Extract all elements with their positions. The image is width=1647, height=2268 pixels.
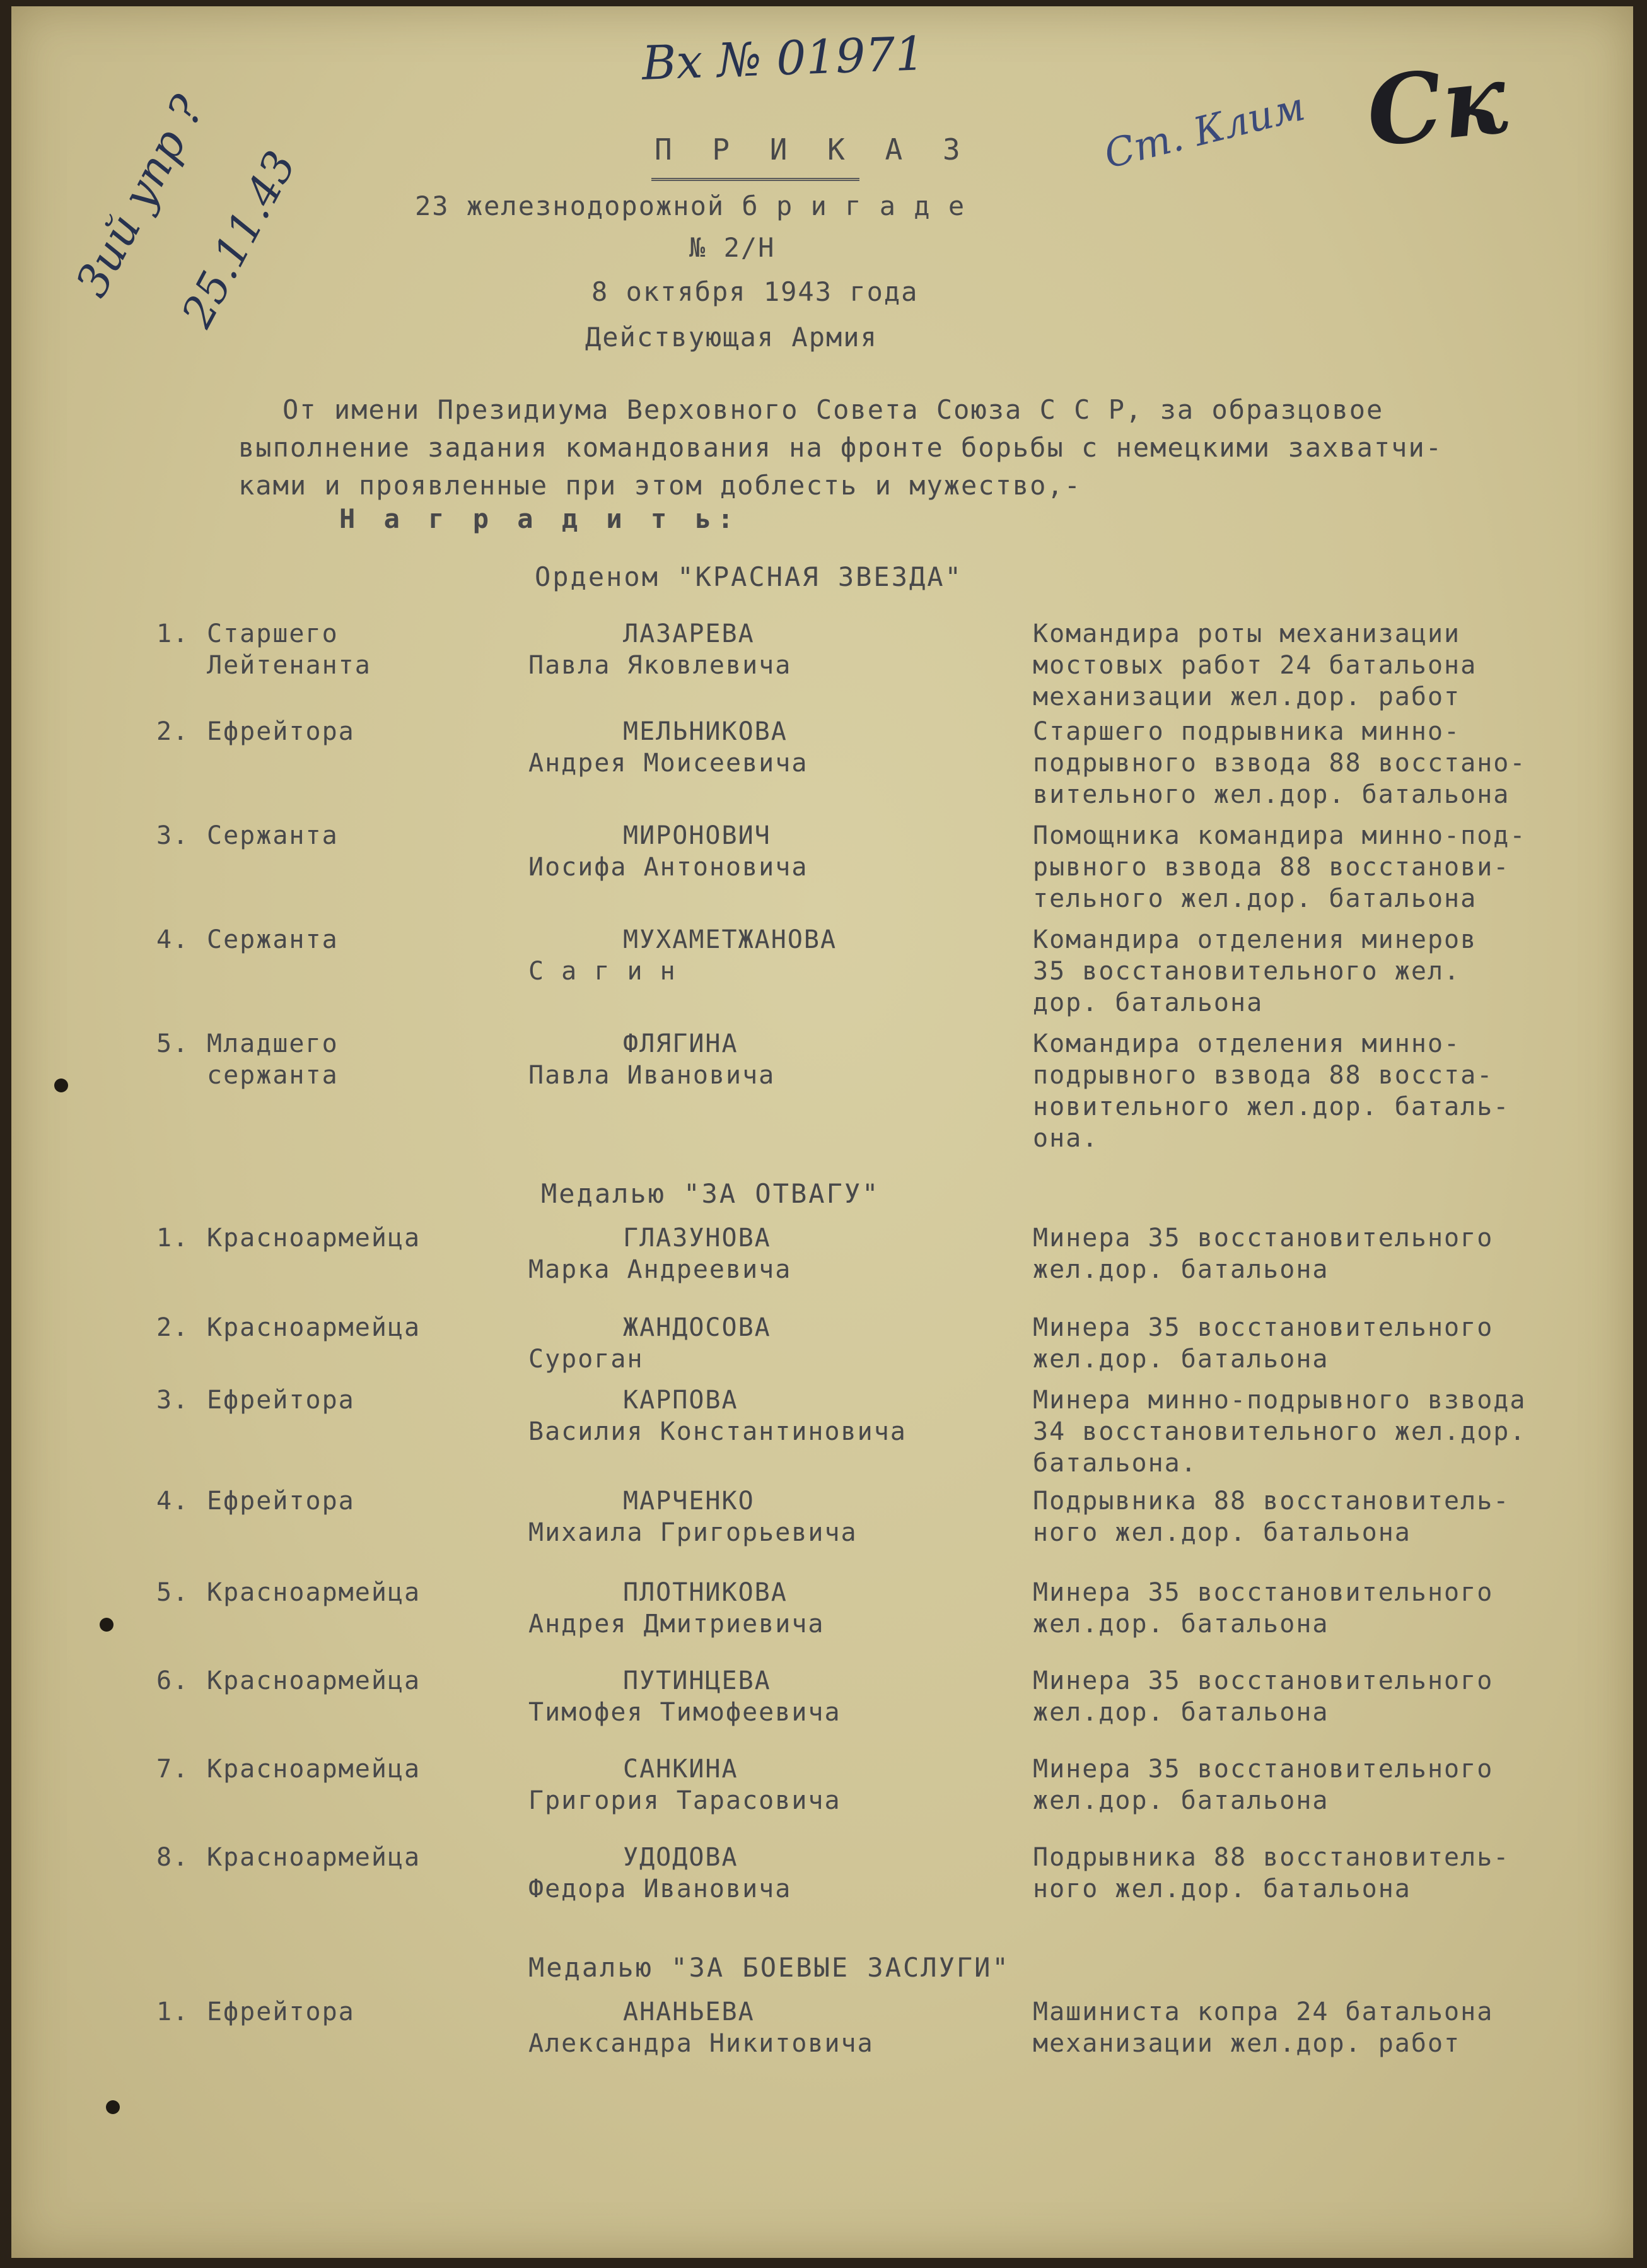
entry-given-name: Тимофея Тимофеевича <box>528 1698 841 1727</box>
entry-position: Старшего подрывника минно- подрывного взвода 88 восстано- вительного жел.дор. батальона <box>1033 717 1527 809</box>
order-date: 8 октября 1943 года <box>591 276 919 307</box>
entry-given-name: Суроган <box>528 1345 644 1374</box>
entry-surname: МУХАМЕТЖАНОВА <box>623 925 837 954</box>
entry-rank: Красноармейца <box>207 1313 421 1342</box>
entry-position: Командира отделения минно- подрывного взвода 88 восста- новительного жел.дор. баталь- она. <box>1033 1029 1510 1153</box>
entry-surname: МАРЧЕНКО <box>623 1487 755 1516</box>
order-number: № 2/Н <box>689 232 776 263</box>
entry-position: Помощника командира минно-под- рывного взвода 88 восстанови- тельного жел.дор. батальона <box>1033 821 1527 913</box>
entry-rank: Старшего Лейтенанта <box>207 619 371 680</box>
entry-surname: ЛАЗАРЕВА <box>623 619 755 648</box>
section-title: Медалью "ЗА ОТВАГУ" <box>541 1178 880 1209</box>
entry-given-name: Андрея Дмитриевича <box>528 1610 825 1639</box>
handwritten-note: Ст. Клим <box>1099 83 1310 178</box>
entry-number: 7. <box>156 1755 190 1784</box>
entry-surname: МЕЛЬНИКОВА <box>623 717 788 746</box>
entry-position: Минера 35 восстановительного жел.дор. батальона <box>1033 1313 1494 1374</box>
entry-given-name: Павла Яковлевича <box>528 651 792 680</box>
preamble-line: От имени Президиума Верховного Совета Союза С С Р, за образцовое <box>282 394 1384 425</box>
binder-hole <box>106 2100 120 2114</box>
section-title: Медалью "ЗА БОЕВЫЕ ЗАСЛУГИ" <box>528 1952 1010 1983</box>
entry-number: 1. <box>156 1224 190 1253</box>
entry-position: Минера 35 восстановительного жел.дор. батальона <box>1033 1755 1494 1815</box>
entry-given-name: Федора Ивановича <box>528 1874 792 1903</box>
entry-number: 1. <box>156 619 190 648</box>
entry-surname: УДОДОВА <box>623 1843 738 1872</box>
unit-name: 23 железнодорожной б р и г а д е <box>415 190 966 221</box>
entry-given-name: Александра Никитовича <box>528 2029 874 2058</box>
entry-number: 5. <box>156 1029 190 1058</box>
binder-hole <box>100 1618 113 1632</box>
entry-number: 4. <box>156 1487 190 1516</box>
handwritten-initials: Ск <box>1361 43 1512 169</box>
entry-rank: Красноармейца <box>207 1578 421 1607</box>
entry-rank: Ефрейтора <box>207 1487 355 1516</box>
entry-given-name: Иосифа Антоновича <box>528 853 808 882</box>
entry-number: 4. <box>156 925 190 954</box>
entry-surname: ФЛЯГИНА <box>623 1029 738 1058</box>
entry-surname: САНКИНА <box>623 1755 738 1784</box>
entry-position: Подрывника 88 восстановитель- ного жел.дор. батальона <box>1033 1487 1510 1547</box>
entry-position: Командира отделения минеров 35 восстановительного жел. дор. батальона <box>1033 925 1477 1017</box>
entry-rank: Красноармейца <box>207 1224 421 1253</box>
entry-surname: КАРПОВА <box>623 1386 738 1415</box>
entry-given-name: Павла Ивановича <box>528 1061 776 1090</box>
entry-rank: Сержанта <box>207 821 339 850</box>
entry-number: 8. <box>156 1843 190 1872</box>
entry-surname: ГЛАЗУНОВА <box>623 1224 771 1253</box>
entry-surname: ПУТИНЦЕВА <box>623 1666 771 1695</box>
entry-position: Минера 35 восстановительного жел.дор. батальона <box>1033 1578 1494 1639</box>
entry-number: 5. <box>156 1578 190 1607</box>
handwritten-margin-note-1: 3ий упр ? <box>65 87 214 305</box>
entry-position: Минера 35 восстановительного жел.дор. батальона <box>1033 1224 1494 1284</box>
entry-rank: Красноармейца <box>207 1843 421 1872</box>
entry-number: 6. <box>156 1666 190 1695</box>
entry-surname: ПЛОТНИКОВА <box>623 1578 788 1607</box>
entry-number: 2. <box>156 1313 190 1342</box>
entry-given-name: Григория Тарасовича <box>528 1786 841 1815</box>
entry-surname: АНАНЬЕВА <box>623 1997 755 2026</box>
entry-rank: Ефрейтора <box>207 717 355 746</box>
preamble-line: ками и проявленные при этом доблесть и мужество,- <box>238 470 1082 501</box>
entry-rank: Красноармейца <box>207 1755 421 1784</box>
entry-number: 1. <box>156 1997 190 2026</box>
entry-rank: Красноармейца <box>207 1666 421 1695</box>
entry-given-name: Василия Константиновича <box>528 1417 907 1446</box>
section-title: Орденом "КРАСНАЯ ЗВЕЗДА" <box>535 561 963 592</box>
entry-given-name: Михаила Григорьевича <box>528 1518 858 1547</box>
entry-rank: Сержанта <box>207 925 339 954</box>
entry-position: Минера 35 восстановительного жел.дор. батальона <box>1033 1666 1494 1727</box>
entry-surname: МИРОНОВИЧ <box>623 821 771 850</box>
entry-rank: Ефрейтора <box>207 1997 355 2026</box>
preamble-line: выполнение задания командования на фронте борьбы с немецкими захватчи- <box>238 432 1443 463</box>
order-location: Действующая Армия <box>585 322 878 353</box>
title-underline <box>651 178 859 181</box>
entry-position: Подрывника 88 восстановитель- ного жел.дор. батальона <box>1033 1843 1510 1903</box>
entry-number: 3. <box>156 821 190 850</box>
entry-number: 3. <box>156 1386 190 1415</box>
entry-surname: ЖАНДОСОВА <box>623 1313 771 1342</box>
preamble <box>238 391 1600 505</box>
handwritten-registration-number: Вх № 01971 <box>641 26 926 91</box>
entry-given-name: Марка Андреевича <box>528 1255 792 1284</box>
entry-position: Машиниста копра 24 батальона механизации жел.дор. работ <box>1033 1997 1494 2058</box>
entry-given-name: С а г и н <box>528 957 677 986</box>
binder-hole <box>54 1078 68 1092</box>
award-verb: Н а г р а д и т ь: <box>339 503 740 534</box>
entry-number: 2. <box>156 717 190 746</box>
entry-position: Командира роты механизации мостовых работ 24 батальона механизации жел.дор. работ <box>1033 619 1477 711</box>
handwritten-margin-note-2: 25.11.43 <box>172 143 306 336</box>
entry-given-name: Андрея Моисеевича <box>528 749 808 778</box>
document-page <box>11 6 1633 2258</box>
document-title: П Р И К А З <box>655 132 972 167</box>
entry-rank: Ефрейтора <box>207 1386 355 1415</box>
entry-position: Минера минно-подрывного взвода 34 восстановительного жел.дор. батальона. <box>1033 1386 1527 1478</box>
entry-rank: Младшего сержанта <box>207 1029 339 1090</box>
